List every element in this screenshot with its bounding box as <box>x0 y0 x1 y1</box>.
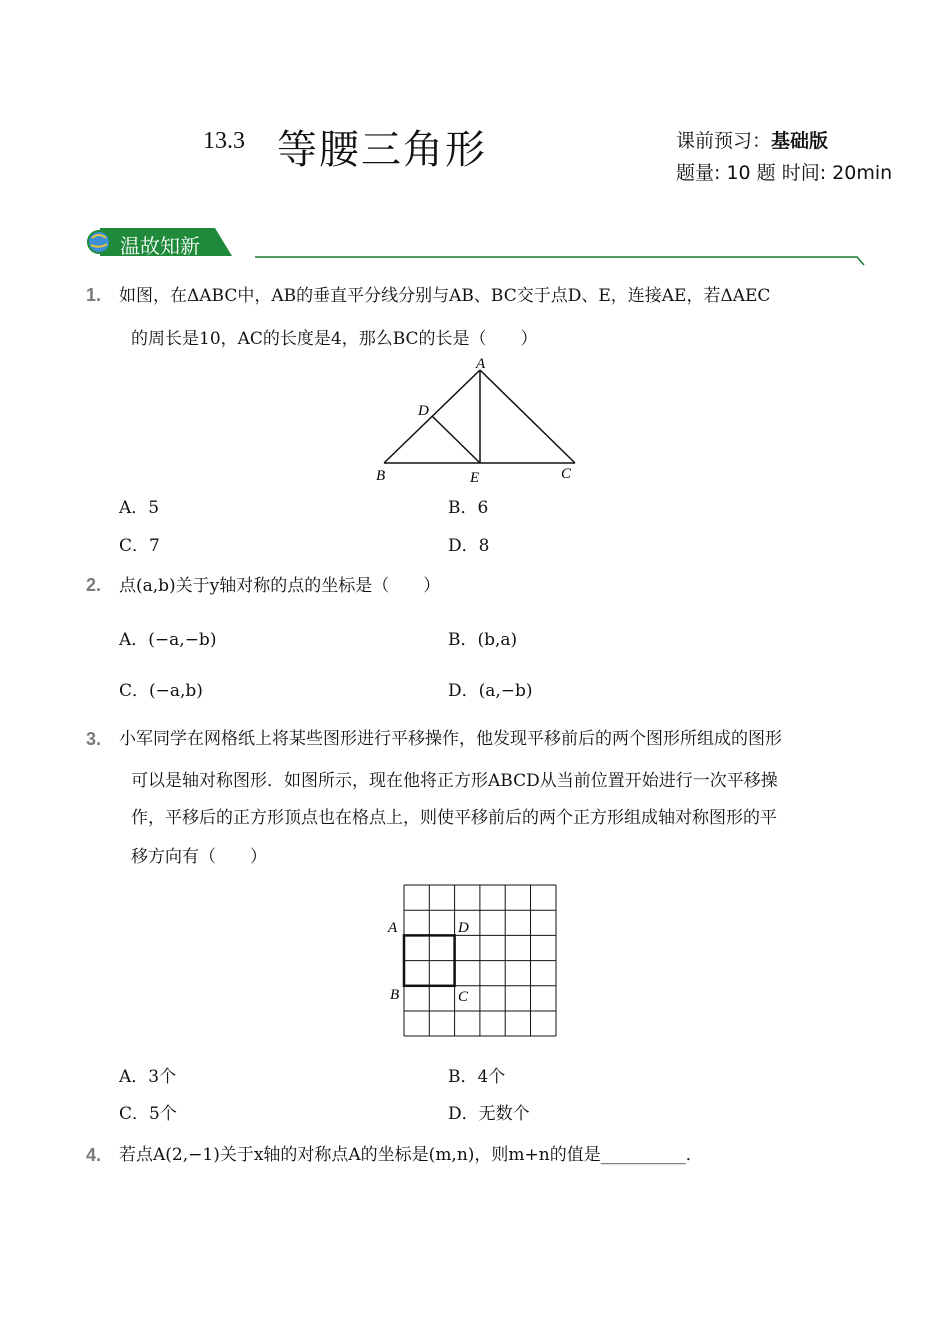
grid-label-c: C <box>458 989 469 1005</box>
segment-ac <box>480 370 575 463</box>
grid-label-b: B <box>390 987 400 1003</box>
question-3-line-4: 移方向有（ ） <box>131 847 267 867</box>
triangle-figure <box>370 355 585 485</box>
vertex-label-c: C <box>561 466 572 482</box>
option-d[interactable]: D．(a,−b) <box>448 681 533 701</box>
section-number: 13.3 <box>203 128 245 154</box>
option-d[interactable]: D．8 <box>448 536 490 556</box>
option-c[interactable]: C．7 <box>119 536 160 556</box>
question-3-line-3: 作，平移后的正方形顶点也在格点上，则使平移前后的两个正方形组成轴对称图形的平 <box>131 808 777 828</box>
option-a[interactable]: A．3个 <box>119 1067 177 1087</box>
grid-label-d: D <box>458 920 469 936</box>
quiz-meta: 题量: 10 题 时间: 20min <box>676 162 893 184</box>
question-number: 3. <box>86 729 102 749</box>
banner-label: 温故知新 <box>120 234 200 258</box>
grid-lines <box>404 885 556 1036</box>
mode-label: 课前预习： <box>676 130 772 152</box>
grid-label-a: A <box>388 920 398 936</box>
option-b[interactable]: B．4个 <box>448 1067 506 1087</box>
grid-figure <box>380 880 565 1040</box>
question-4-line-1: 若点A(2,−1)关于x轴的对称点A的坐标是(m,n)，则m+n的值是__________． <box>119 1145 703 1165</box>
mode-value: 基础版 <box>771 130 829 152</box>
option-c[interactable]: C．(−a,b) <box>119 681 203 701</box>
segment-de <box>432 416 480 463</box>
question-3-line-2: 可以是轴对称图形．如图所示，现在他将正方形ABCD从当前位置开始进行一次平移操 <box>131 771 778 791</box>
option-d[interactable]: D．无数个 <box>448 1104 530 1124</box>
vertex-label-e: E <box>470 470 480 485</box>
page-title: 等腰三角形 <box>277 127 487 173</box>
question-1-line-1: 如图，在ΔABC中，AB的垂直平分线分别与AB、BC交于点D、E，连接AE，若ΔAEC <box>119 286 771 306</box>
question-number: 4. <box>86 1145 102 1165</box>
option-a[interactable]: A．(−a,−b) <box>119 630 217 650</box>
question-1-line-2: 的周长是10，AC的长度是4，那么BC的长是（ ） <box>131 329 538 349</box>
question-number: 1. <box>86 285 102 305</box>
question-number: 2. <box>86 575 102 595</box>
vertex-label-a: A <box>476 356 486 372</box>
question-2-line-1: 点(a,b)关于y轴对称的点的坐标是（ ） <box>119 576 441 596</box>
banner-rule <box>255 257 864 265</box>
question-3-line-1: 小军同学在网格纸上将某些图形进行平移操作，他发现平移前后的两个图形所组成的图形 <box>119 729 782 749</box>
option-c[interactable]: C．5个 <box>119 1104 177 1124</box>
option-b[interactable]: B．(b,a) <box>448 630 518 650</box>
option-b[interactable]: B．6 <box>448 498 489 518</box>
vertex-label-b: B <box>376 468 386 484</box>
option-a[interactable]: A．5 <box>119 498 160 518</box>
vertex-label-d: D <box>418 403 429 419</box>
